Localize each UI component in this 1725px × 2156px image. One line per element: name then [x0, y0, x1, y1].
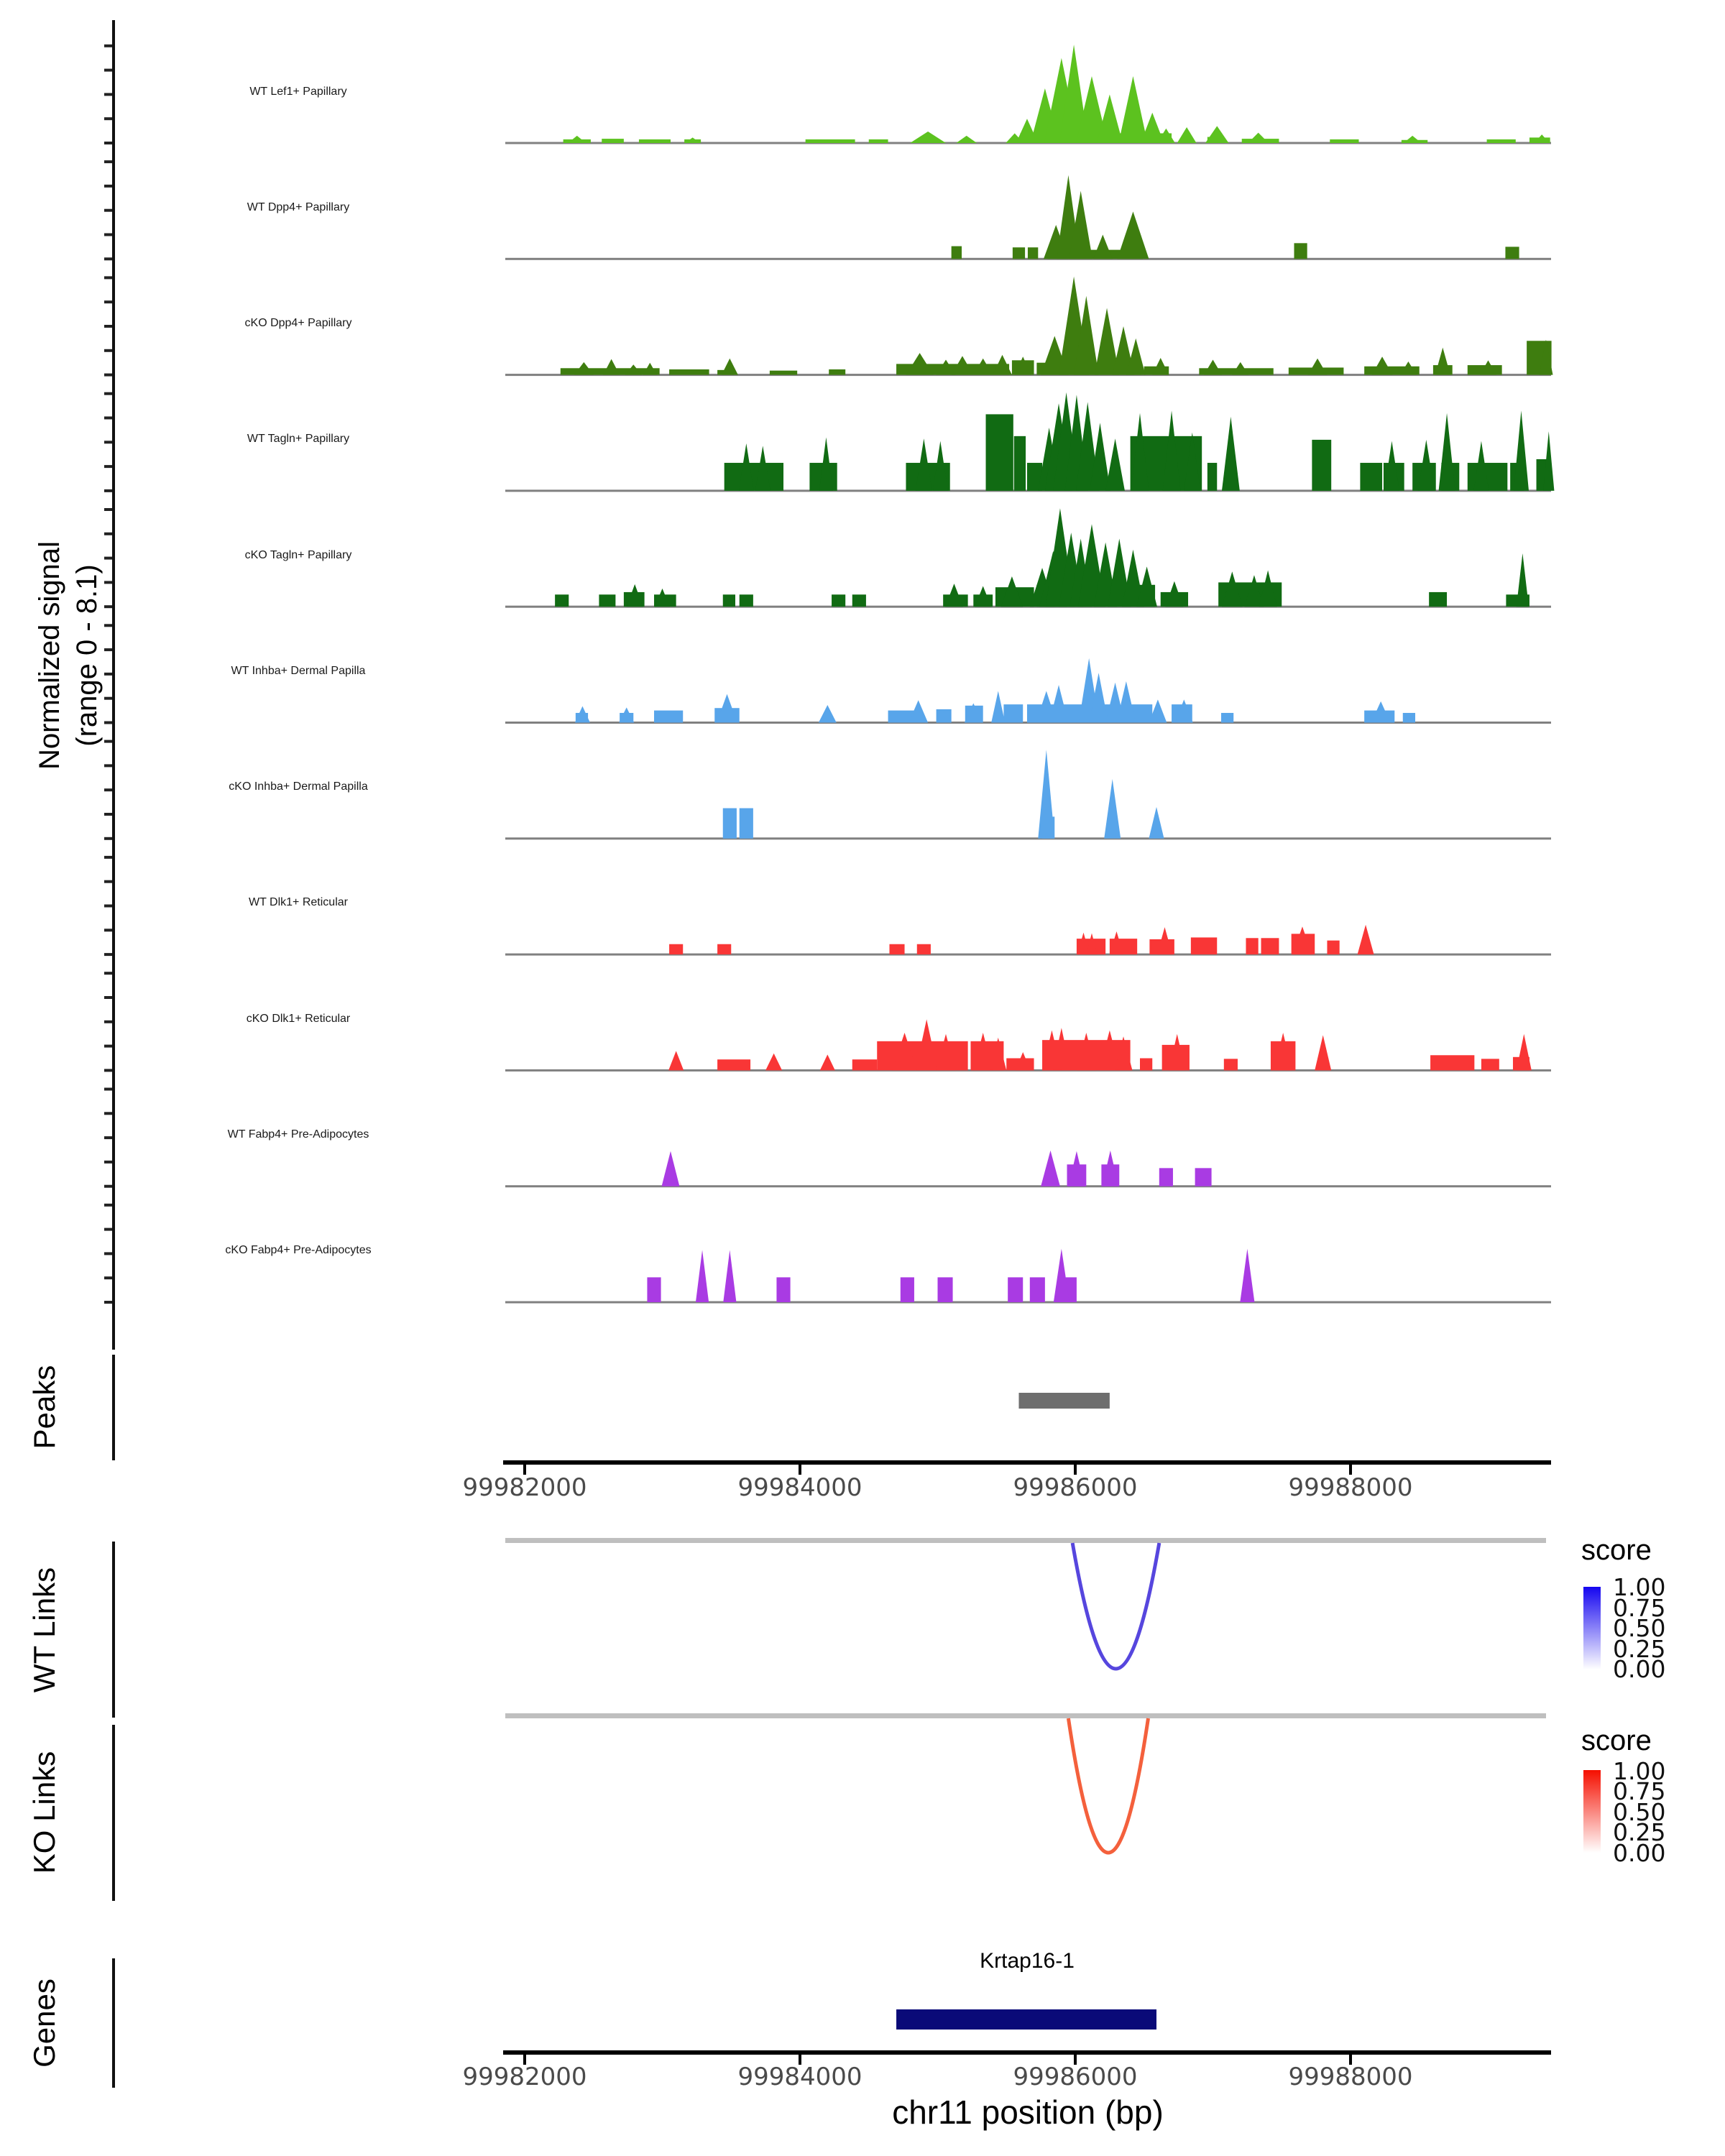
coverage-block	[901, 1277, 914, 1302]
peak-region-bar	[1018, 1393, 1109, 1409]
coverage-block	[723, 594, 735, 607]
links-panel-spine	[112, 1725, 115, 1901]
signal-axis-label	[31, 224, 106, 1087]
signal-axis-tick	[104, 1088, 112, 1091]
coverage-block	[1008, 1277, 1023, 1302]
coverage-block	[1487, 139, 1516, 143]
coverage-peak	[722, 359, 738, 375]
wt-score-0.00: 0.00	[1613, 1655, 1666, 1683]
genes-x-axis-line	[503, 2050, 1551, 2055]
coverage-block	[937, 709, 952, 723]
coverage-peak	[906, 353, 933, 374]
coverage-peak	[662, 1151, 680, 1187]
coverage-block	[1429, 592, 1447, 607]
coverage-peak	[1117, 211, 1149, 259]
wt-score-0.25: 0.25	[1613, 1635, 1666, 1663]
track-label-wt-inhba: WT Inhba+ Dermal Papilla	[231, 665, 366, 677]
coverage-block	[1195, 1168, 1212, 1186]
signal-axis-tick	[104, 1301, 112, 1304]
coverage-block	[1014, 436, 1026, 491]
axis1-tick-99988000: 99988000	[1288, 1473, 1413, 1502]
track-label-cko-dpp4: cKO Dpp4+ Papillary	[244, 317, 352, 329]
x-axis-title: chr11 position (bp)	[892, 2093, 1164, 2131]
coverage-peak	[1041, 1151, 1060, 1187]
track-label-cko-dlk1: cKO Dlk1+ Reticular	[246, 1013, 351, 1025]
coverage-peak	[1054, 1249, 1070, 1302]
link-arc	[1068, 1718, 1148, 1853]
ko-score-1.00: 1.00	[1613, 1757, 1666, 1785]
coverage-peak	[1358, 925, 1374, 954]
genes-panel-label: Genes	[27, 1978, 61, 2068]
coverage-peak	[1038, 750, 1054, 838]
coverage-peak	[1315, 1035, 1331, 1070]
coverage-block	[938, 1277, 953, 1302]
signal-axis-tick	[104, 185, 112, 188]
coverage-peak	[1093, 235, 1113, 259]
coverage-peak	[696, 1250, 709, 1302]
coverage-peak	[1514, 410, 1529, 491]
peaks-panel-label: Peaks	[27, 1365, 61, 1450]
coverage-peak	[1105, 438, 1125, 491]
wt-score-0.75: 0.75	[1613, 1594, 1666, 1622]
wt-score-1.00: 1.00	[1613, 1573, 1666, 1601]
coverage-block	[889, 944, 904, 954]
coverage-block	[832, 594, 845, 607]
coverage-block	[1028, 247, 1038, 259]
axis2-tick-99982000: 99982000	[462, 2063, 587, 2091]
signal-axis-tick	[104, 1228, 112, 1231]
coverage-block	[599, 594, 615, 607]
genes-panel-spine	[112, 1958, 115, 2088]
coverage-block	[776, 1277, 790, 1302]
gene-name-krtap16-1: Krtap16-1	[980, 1949, 1075, 1973]
coverage-block	[1261, 938, 1279, 954]
peaks-panel-spine	[112, 1355, 115, 1460]
gene-body	[896, 2009, 1156, 2030]
coverage-block	[1360, 463, 1382, 491]
coverage-peak	[1517, 553, 1529, 607]
signal-axis-tick	[104, 69, 112, 72]
track-label-cko-fabp4: cKO Fabp4+ Pre-Adipocytes	[225, 1244, 372, 1256]
track-label-cko-inhba: cKO Inhba+ Dermal Papilla	[229, 780, 368, 793]
coverage-peak	[1372, 356, 1393, 374]
coverage-block	[1312, 440, 1331, 491]
coverage-block	[1294, 243, 1307, 259]
signal-axis-label-line2: (range 0 - 8.1)	[71, 564, 103, 747]
coverage-block	[639, 139, 671, 143]
coverage-peak	[1222, 417, 1240, 491]
coverage-peak	[1517, 1034, 1532, 1071]
coverage-block	[1246, 938, 1258, 954]
coverage-block	[1159, 1168, 1173, 1186]
coverage-peak	[1104, 779, 1121, 839]
signal-axis-tick	[104, 1252, 112, 1255]
coverage-block	[1330, 139, 1358, 143]
coverage-block	[717, 1059, 750, 1070]
wt-score-0.50: 0.50	[1613, 1614, 1666, 1642]
coverage-block	[669, 369, 709, 375]
coverage-block	[1224, 1059, 1238, 1070]
coverage-block	[1505, 247, 1519, 259]
coverage-block	[1403, 713, 1415, 723]
signal-axis-tick	[104, 1136, 112, 1139]
coverage-block	[1013, 247, 1025, 259]
wt-score-legend-gradient	[1583, 1587, 1601, 1669]
coverage-block	[1208, 463, 1217, 491]
coverage-peak	[723, 1250, 736, 1302]
coverage-block	[1327, 941, 1339, 954]
ko-links-panel-label: KO Links	[27, 1751, 61, 1874]
coverage-block	[952, 247, 962, 259]
coverage-peak	[1240, 1249, 1254, 1302]
coverage-peak	[820, 1054, 835, 1070]
coverage-peak	[603, 359, 620, 375]
signal-axis-tick	[104, 117, 112, 120]
coverage-block	[1481, 1059, 1499, 1070]
coverage-peak	[1204, 359, 1222, 374]
coverage-block	[986, 414, 1013, 490]
coverage-block	[852, 1059, 877, 1070]
coverage-peak	[668, 1051, 684, 1070]
axis2-tick-99986000: 99986000	[1013, 2063, 1138, 2091]
coverage-block	[654, 711, 683, 723]
peaks-x-axis-line	[503, 1460, 1551, 1465]
signal-axis-tick	[104, 1204, 112, 1207]
coverage-block	[740, 808, 753, 839]
coverage-block	[723, 808, 737, 839]
signal-axis-tick	[104, 1161, 112, 1164]
coverage-block	[829, 369, 845, 375]
coverage-peak	[956, 136, 977, 143]
track-baseline	[505, 837, 1551, 839]
coverage-block	[1430, 1055, 1474, 1070]
signal-axis-tick	[104, 1185, 112, 1188]
ko-score-0.25: 0.25	[1613, 1818, 1666, 1846]
ko-score-0.00: 0.00	[1613, 1839, 1666, 1867]
coverage-block	[1221, 713, 1233, 723]
signal-axis-spine	[112, 20, 115, 1350]
track-label-wt-fabp4: WT Fabp4+ Pre-Adipocytes	[227, 1128, 369, 1141]
coverage-peak	[1149, 807, 1164, 839]
track-label-cko-tagln: cKO Tagln+ Papillary	[244, 549, 352, 561]
coverage-peak	[1049, 685, 1069, 722]
coverage-block	[647, 1277, 661, 1302]
track-label-wt-lef1: WT Lef1+ Papillary	[249, 86, 347, 98]
axis1-tick-99984000: 99984000	[737, 1473, 862, 1502]
coverage-block	[852, 594, 866, 607]
coverage-peak	[1205, 126, 1229, 143]
coverage-block	[869, 139, 888, 143]
axis2-tick-99988000: 99988000	[1288, 2063, 1413, 2091]
coverage-block	[770, 371, 797, 375]
coverage-block	[917, 944, 931, 954]
signal-axis-tick	[104, 1112, 112, 1115]
coverage-peak	[1439, 413, 1455, 491]
coverage-block	[669, 944, 683, 954]
coverage-block	[1030, 1277, 1045, 1302]
wt-score-legend-title: score	[1581, 1534, 1652, 1566]
track-label-wt-tagln: WT Tagln+ Papillary	[247, 433, 350, 445]
coverage-peak	[765, 1054, 782, 1071]
axis1-tick-99982000: 99982000	[462, 1473, 587, 1502]
coverage-block	[1191, 937, 1217, 954]
coverage-peak	[1435, 348, 1450, 375]
signal-axis-label-line1: Normalized signal	[34, 541, 65, 770]
coverage-block	[740, 594, 753, 607]
signal-axis-tick	[104, 45, 112, 47]
links-panel-spine	[112, 1542, 115, 1718]
signal-axis-tick	[104, 93, 112, 96]
track-label-wt-dlk1: WT Dlk1+ Reticular	[249, 896, 348, 908]
axis1-tick-99986000: 99986000	[1013, 1473, 1138, 1502]
coverage-peak	[1248, 133, 1269, 143]
ko-score-legend-gradient	[1583, 1770, 1601, 1853]
links-panel-topline	[505, 1713, 1546, 1718]
coverage-block	[1003, 704, 1023, 722]
coverage-block	[724, 463, 783, 491]
coverage-peak	[1404, 136, 1422, 143]
coverage-peak	[1118, 76, 1147, 143]
coverage-block	[1140, 1059, 1152, 1071]
ko-score-legend-title: score	[1581, 1725, 1652, 1756]
link-arc	[1072, 1543, 1159, 1669]
track-label-wt-dpp4: WT Dpp4+ Papillary	[247, 201, 350, 213]
signal-axis-tick	[104, 1276, 112, 1279]
links-panel-topline	[505, 1538, 1546, 1543]
ko-score-0.50: 0.50	[1613, 1798, 1666, 1826]
coverage-peak	[1308, 359, 1328, 375]
coverage-peak	[1177, 127, 1197, 143]
coverage-block	[602, 139, 624, 143]
ko-score-0.75: 0.75	[1613, 1777, 1666, 1805]
signal-axis-tick	[104, 209, 112, 212]
coverage-block	[555, 594, 569, 607]
coverage-block	[806, 139, 855, 143]
coverage-block	[717, 944, 731, 954]
signal-axis-tick	[104, 160, 112, 163]
coverage-peak	[819, 705, 837, 723]
track-baseline	[505, 1302, 1551, 1304]
signal-axis-tick	[104, 142, 112, 144]
coverage-peak	[910, 132, 946, 143]
track-baseline	[505, 954, 1551, 956]
wt-links-panel-label: WT Links	[27, 1567, 61, 1693]
coverage-peak	[991, 691, 1005, 723]
axis2-tick-99984000: 99984000	[737, 2063, 862, 2091]
